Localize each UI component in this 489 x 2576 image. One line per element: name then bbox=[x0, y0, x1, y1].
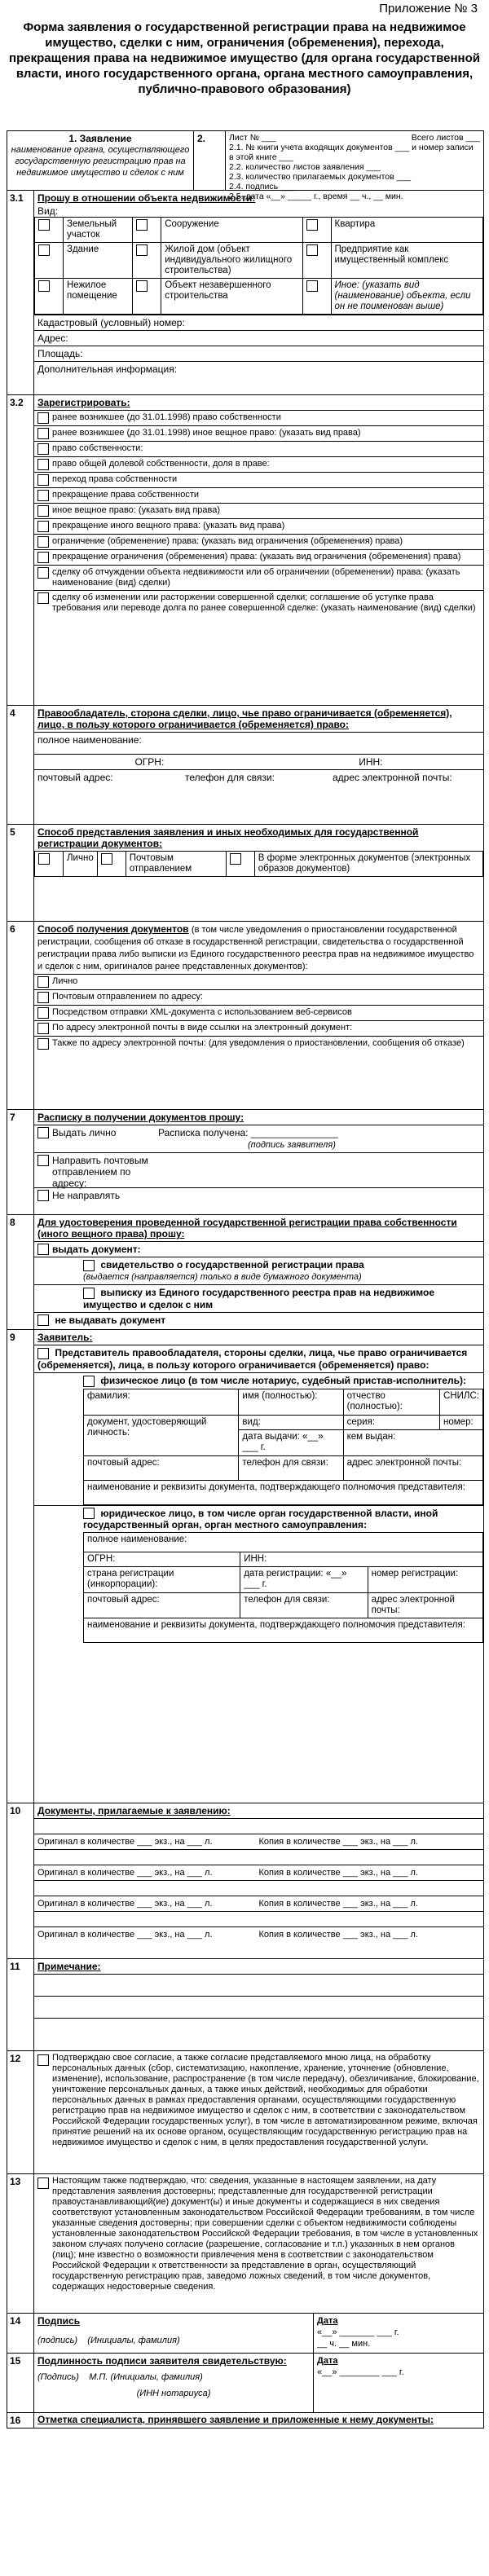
list-item bbox=[34, 472, 483, 487]
address-label: Адрес: bbox=[34, 330, 483, 346]
registration-option: прекращение иного вещного права: (указать вид права) bbox=[52, 521, 285, 531]
registration-option: прекращение права собственности bbox=[52, 490, 200, 500]
checkbox[interactable] bbox=[38, 853, 50, 865]
checkbox[interactable] bbox=[37, 428, 49, 439]
section-number: 5 bbox=[7, 825, 34, 921]
stamp-caption: М.П. (Инициалы, фамилия) bbox=[89, 2372, 203, 2382]
section-9 bbox=[7, 1329, 483, 1803]
phone-label: телефон для связи: bbox=[240, 1593, 368, 1618]
section-10 bbox=[7, 1803, 483, 1958]
consent-text: Подтверждаю свое согласие, а также согласие представляемого мною лица, на обработку персональных данных (сбор, систематизацию, накопление, хранение, уточнение (обновление, изменение), использование, распространение (в том числе передачу), обезличивание, блокирование, уничтожение персональных данных, а также иных действий, необходимых для обработки персональных данных в рамках предоставления органами, осуществляющими государственную регистрацию прав на недвижимое имущество и сделок с ним, в соответствии с законодательством Российской Федерации государственных услуг), в том числе в автоматизированном режиме, включая принятие решений на их основе органом, осуществляющим государственную регистрацию прав на недвижимое имущество и сделок с ним, в целях предоставления государственной услуги. bbox=[52, 2053, 479, 2147]
section-3-1 bbox=[7, 190, 483, 394]
item2-3: 2.3. количество прилагаемых документов ___ bbox=[229, 172, 412, 182]
inn-label: ИНН: bbox=[240, 1552, 483, 1567]
registration-option: право собственности: bbox=[52, 443, 143, 453]
issued-by-label: кем выдан: bbox=[343, 1429, 482, 1455]
cadastral-label: Кадастровый (условный) номер: bbox=[34, 315, 483, 330]
item2-1: 2.1. № книги учета входящих документов ___ и номер записи в этой книге ___ bbox=[229, 143, 474, 162]
section-number: 7 bbox=[7, 1110, 34, 1214]
receipt-method-option: Также по адресу электронной почты: (для уведомления о приостановлении, сообщения об отказе) bbox=[52, 1038, 465, 1048]
receipt-method-option: Посредством отправки XML-документа с использованием веб-сервисов bbox=[52, 1007, 352, 1017]
email-label: адрес электронной почты: bbox=[368, 1593, 482, 1618]
time-field: __ ч. __ мин. bbox=[317, 2339, 371, 2349]
receipt-received: Расписка получена: ________________ bbox=[158, 1127, 338, 1138]
phone-label: телефон для связи: bbox=[239, 1455, 343, 1480]
registration-option: право общей долевой собственности, доля в праве: bbox=[52, 459, 270, 469]
registration-option: ранее возникшее (до 31.01.1998) иное вещное право: (указать вид права) bbox=[52, 428, 361, 438]
registration-number-label: номер регистрации: bbox=[368, 1567, 482, 1593]
section-6 bbox=[7, 921, 483, 1109]
copy-count: Копия в количестве ___ экз., на ___ л. bbox=[258, 1930, 418, 1940]
checkbox[interactable] bbox=[37, 2177, 49, 2189]
kind-option: Иное: (указать вид (наименование) объекта, если он не поименован выше) bbox=[331, 279, 482, 315]
additional-info-label: Дополнительная информация: bbox=[34, 361, 483, 376]
name-label: имя (полностью): bbox=[239, 1389, 343, 1415]
submission-option: Почтовым отправлением bbox=[126, 852, 226, 877]
receipt-option: Направить почтовым отправлением по адресу: bbox=[52, 1155, 148, 1189]
kind-option: Квартира bbox=[331, 218, 482, 243]
document-row[interactable] bbox=[34, 1818, 483, 1834]
document-row[interactable] bbox=[34, 1911, 483, 1926]
patronymic-label: отчество (полностью): bbox=[343, 1389, 439, 1415]
inn-label: ИНН: bbox=[359, 756, 383, 768]
doc-number-label: номер: bbox=[440, 1415, 483, 1429]
section-heading: Для удостоверения проведенной государственной регистрации права собственности (иного вещного права) прошу: bbox=[37, 1217, 457, 1240]
checkbox[interactable] bbox=[83, 1288, 95, 1299]
checkbox[interactable] bbox=[37, 1244, 49, 1255]
copy-count: Копия в количестве ___ экз., на ___ л. bbox=[258, 1899, 418, 1909]
checkbox[interactable] bbox=[37, 1127, 49, 1138]
ogrn-label: ОГРН: bbox=[84, 1552, 240, 1567]
section-number: 12 bbox=[7, 2051, 34, 2173]
ogrn-label: ОГРН: bbox=[134, 756, 165, 768]
list-item bbox=[34, 410, 483, 425]
checkbox[interactable] bbox=[83, 1376, 95, 1387]
section-12 bbox=[7, 2050, 483, 2173]
document-row[interactable] bbox=[34, 1849, 483, 1865]
copies-row bbox=[34, 1896, 483, 1911]
copy-count: Копия в количестве ___ экз., на ___ л. bbox=[258, 1837, 418, 1847]
registration-option: ограничение (обременение) права: (указать вид ограничения (обременения) права) bbox=[52, 536, 403, 546]
section-7 bbox=[7, 1109, 483, 1214]
receipt-method-option: Лично bbox=[52, 976, 78, 986]
signature-caption: (Подпись) bbox=[37, 2372, 79, 2382]
list-item bbox=[34, 441, 483, 456]
checkbox[interactable] bbox=[37, 1023, 49, 1034]
date-heading: Дата bbox=[317, 2356, 338, 2366]
checkbox[interactable] bbox=[37, 459, 49, 470]
issue-document-label: выдать документ: bbox=[52, 1244, 141, 1255]
doc-kind-label: вид: bbox=[239, 1415, 343, 1429]
section-heading: Расписку в получении документов прошу: bbox=[37, 1112, 244, 1123]
date-field: «__» _______ ___ г. bbox=[317, 2327, 399, 2337]
item2-5: 2.5. дата «__» _____ г., время __ ч., __ мин. bbox=[229, 192, 403, 201]
submission-option: В форме электронных документов (электронных образов документов) bbox=[254, 852, 482, 877]
checkbox[interactable] bbox=[37, 552, 49, 563]
checkbox[interactable] bbox=[83, 1260, 95, 1271]
checkbox[interactable] bbox=[37, 592, 49, 604]
section-heading: Примечание: bbox=[37, 1961, 101, 1972]
checkbox[interactable] bbox=[37, 521, 49, 532]
section-11 bbox=[7, 1958, 483, 2050]
country-label: страна регистрации (инкорпорации): bbox=[84, 1567, 240, 1593]
authority-document-label: наименование и реквизиты документа, подтверждающего полномочия представителя: bbox=[84, 1618, 483, 1643]
full-name-label: полное наименование: bbox=[34, 732, 483, 754]
checkbox[interactable] bbox=[37, 1348, 49, 1359]
section-heading: Правообладатель, сторона сделки, лицо, чье право ограничивается (обременяется), лицо, в пользу которого ограничивается (обременяется) право: bbox=[37, 707, 452, 730]
receipt-option: Выдать лично bbox=[52, 1127, 117, 1138]
receipt-method-option: По адресу электронной почты в виде ссылки на электронный документ: bbox=[52, 1023, 353, 1033]
date-heading: Дата bbox=[317, 2316, 338, 2326]
list-item bbox=[34, 565, 483, 590]
checkbox[interactable] bbox=[38, 280, 50, 292]
section-heading: Способ получения документов bbox=[37, 923, 189, 935]
list-item bbox=[34, 518, 483, 534]
section-15 bbox=[7, 2353, 483, 2412]
section-number: 3.2 bbox=[7, 395, 34, 705]
section-8 bbox=[7, 1214, 483, 1329]
signature-caption: (подпись) bbox=[37, 2336, 78, 2345]
checkbox[interactable] bbox=[37, 443, 49, 455]
registration-option: ранее возникшее (до 31.01.1998) право собственности bbox=[52, 412, 281, 422]
kind-label: Вид: bbox=[37, 205, 59, 217]
item2-label: 2. bbox=[194, 131, 226, 190]
registration-option: сделку об отчуждении объекта недвижимости или об ограничении (обременении) права: (указать наименование (вид) сделки) bbox=[52, 567, 460, 588]
section-number: 10 bbox=[7, 1803, 34, 1958]
checkbox[interactable] bbox=[38, 244, 50, 256]
checkbox[interactable] bbox=[37, 976, 49, 988]
section-4 bbox=[7, 705, 483, 824]
section-3-2 bbox=[7, 394, 483, 705]
sheet-number: Лист № ___ bbox=[229, 133, 276, 143]
section-number: 8 bbox=[7, 1215, 34, 1329]
kind-option: Жилой дом (объект индивидуального жилищного строительства) bbox=[161, 243, 302, 279]
doc-series-label: серия: bbox=[343, 1415, 439, 1429]
list-item bbox=[34, 974, 483, 989]
physical-person-table bbox=[83, 1389, 483, 1505]
kind-option: Предприятие как имущественный комплекс bbox=[331, 243, 482, 279]
list-item bbox=[34, 1036, 483, 1051]
postal-address-label: почтовый адрес: bbox=[37, 772, 113, 783]
checkbox[interactable] bbox=[136, 280, 148, 292]
checkbox[interactable] bbox=[306, 280, 318, 292]
document-row[interactable] bbox=[34, 1880, 483, 1896]
item2-4: 2.4. подпись ___ bbox=[229, 182, 295, 192]
checkbox[interactable] bbox=[306, 219, 318, 231]
section-heading: Отметка специалиста, принявшего заявление и приложенные к нему документы: bbox=[37, 2414, 434, 2425]
checkbox[interactable] bbox=[37, 2054, 49, 2066]
email-label: адрес электронной почты: bbox=[333, 772, 452, 783]
list-item bbox=[34, 590, 483, 615]
section-number: 11 bbox=[7, 1959, 34, 2050]
extract-option: выписку из Единого государственного реестра прав на недвижимое имущество и сделок с ним bbox=[83, 1286, 435, 1310]
checkbox[interactable] bbox=[136, 244, 148, 256]
section-14 bbox=[7, 2313, 483, 2353]
notary-inn-caption: (ИНН нотариуса) bbox=[136, 2389, 211, 2398]
app-label: 1. Заявление bbox=[68, 133, 132, 144]
legal-entity-label: юридическое лицо, в том числе орган государственной власти, иной государственный орган, орган местного самоуправления: bbox=[83, 1507, 438, 1531]
submission-method-table bbox=[34, 851, 483, 877]
postal-address-label: почтовый адрес: bbox=[84, 1455, 239, 1480]
section-number: 3.1 bbox=[7, 191, 34, 394]
checkbox[interactable] bbox=[37, 567, 49, 579]
checkbox[interactable] bbox=[37, 1190, 49, 1201]
list-item bbox=[34, 534, 483, 549]
kind-option: Объект незавершенного строительства bbox=[161, 279, 302, 315]
section-heading: Документы, прилагаемые к заявлению: bbox=[37, 1805, 231, 1816]
full-name-label: полное наименование: bbox=[84, 1533, 483, 1552]
kind-option: Нежилое помещение bbox=[64, 279, 133, 315]
section-text: (в том числе уведомления о приостановлении государственной регистрации, сообщения об отказе в государственной регистрации, свидетельства о государственной регистрации права либо выписки из Единого государственного реестра прав на недвижимое имущество и сделок с ним, оригиналов ранее представленных документов): bbox=[37, 925, 474, 971]
section-number: 15 bbox=[7, 2354, 34, 2412]
checkbox[interactable] bbox=[37, 412, 49, 424]
snils-label: СНИЛС: bbox=[440, 1389, 483, 1415]
checkbox[interactable] bbox=[38, 219, 50, 231]
form-title: Форма заявления о государственной регистрации права на недвижимое имущество, сделки с ним, ограничения (обременения), перехода, прекращения права на недвижимое имущество (для органа государственной власти, иного государственного органа, органа местного самоуправления, публично-правового образования) bbox=[9, 20, 480, 96]
registration-option: прекращение ограничения (обременения) права: (указать вид ограничения (обременения) права) bbox=[52, 552, 461, 561]
section-number: 4 bbox=[7, 706, 34, 824]
checkbox[interactable] bbox=[37, 536, 49, 548]
authority-document-label: наименование и реквизиты документа, подтверждающего полномочия представителя: bbox=[84, 1480, 483, 1504]
copies-row bbox=[34, 1865, 483, 1880]
list-item bbox=[34, 989, 483, 1005]
checkbox[interactable] bbox=[37, 992, 49, 1003]
checkbox[interactable] bbox=[37, 1038, 49, 1050]
surname-label: фамилия: bbox=[84, 1389, 239, 1415]
area-label: Площадь: bbox=[34, 346, 483, 361]
registration-date-label: дата регистрации: «__» ___ г. bbox=[240, 1567, 368, 1593]
list-item bbox=[34, 487, 483, 503]
applicant-signature-caption: (подпись заявителя) bbox=[248, 1140, 336, 1150]
certificate-option: свидетельство о государственной регистрации права bbox=[100, 1259, 364, 1270]
section-number: 9 bbox=[7, 1330, 34, 1803]
original-count: Оригинал в количестве ___ экз., на ___ л. bbox=[37, 1868, 213, 1878]
receipt-method-option: Почтовым отправлением по адресу: bbox=[52, 992, 204, 1002]
date-field: «__» ________ ___ г. bbox=[317, 2367, 404, 2377]
registration-option: иное вещное право: (указать вид права) bbox=[52, 505, 221, 515]
section-heading: Зарегистрировать: bbox=[37, 397, 130, 408]
certification-heading: Подлинность подписи заявителя свидетельствую: bbox=[37, 2355, 287, 2367]
app-sub: наименование органа, осуществляющего государственную регистрацию прав на недвижимое имущество и сделок с ним bbox=[11, 145, 190, 178]
checkbox[interactable] bbox=[37, 474, 49, 486]
no-document-option: не выдавать документ bbox=[55, 1314, 166, 1326]
section-number: 14 bbox=[7, 2314, 34, 2353]
signature-heading: Подпись bbox=[37, 2315, 81, 2327]
initials-caption: (Инициалы, фамилия) bbox=[87, 2336, 180, 2345]
section-heading: Прошу в отношении объекта недвижимости: bbox=[37, 192, 256, 204]
list-item bbox=[34, 456, 483, 472]
object-kind-table bbox=[34, 217, 483, 315]
receipt-option: Не направлять bbox=[52, 1190, 121, 1201]
checkbox[interactable] bbox=[37, 1314, 49, 1326]
issue-date-label: дата выдачи: «__» ___ г. bbox=[239, 1429, 343, 1455]
certificate-note: (выдается (направляется) только в виде бумажного документа) bbox=[83, 1271, 362, 1282]
list-item bbox=[34, 1005, 483, 1020]
registration-option: сделку об изменении или расторжении совершенной сделки; соглашение об уступке права требования или переводе долга по ранее совершенной сделке: (указать наименование (вид) сделки) bbox=[52, 592, 476, 613]
section-number: 13 bbox=[7, 2174, 34, 2313]
checkbox[interactable] bbox=[37, 505, 49, 517]
section-heading: Способ представления заявления и иных необходимых для государственной регистрации документов: bbox=[37, 826, 419, 849]
appendix-label: Приложение № 3 bbox=[379, 2, 478, 15]
phone-label: телефон для связи: bbox=[185, 772, 275, 783]
checkbox[interactable] bbox=[37, 1155, 49, 1166]
copies-row bbox=[34, 1834, 483, 1849]
legal-entity-table bbox=[83, 1532, 483, 1643]
kind-option: Земельный участок bbox=[64, 218, 133, 243]
submission-option: Лично bbox=[64, 852, 98, 877]
section-16 bbox=[7, 2412, 483, 2428]
confirmation-text: Настоящим также подтверждаю, что: сведения, указанные в настоящем заявлении, на дату представления заявления достоверны; представленные для государственной регистрации правоустанавливающий(ие) документ(ы) и иные документы и содержащиеся в них сведения соответствуют установленным законодательством Российской Федерации требованиям, в том числе указанные сведения достоверны; при совершении сделки с объектом недвижимости соблюдены установленные законодательством Российской Федерации требования, в том числе в установленных законом случаях получено согласие (разрешение, согласование и т.п.) указанных в нем органов (лиц); мне известно о возможности привлечения меня в соответствии с законодательством Российской Федерации к ответственности за представление в орган, осуществляющий государственную регистрацию прав, заведомо ложных сведений, в том числе документов, содержащих недостоверные сведения. bbox=[52, 2176, 478, 2292]
section-number: 16 bbox=[7, 2413, 34, 2428]
list-item bbox=[34, 549, 483, 565]
id-document-label: документ, удостоверяющий личность: bbox=[84, 1415, 239, 1455]
original-count: Оригинал в количестве ___ экз., на ___ л. bbox=[37, 1930, 213, 1940]
section-13 bbox=[7, 2173, 483, 2313]
list-item bbox=[34, 1020, 483, 1036]
section-number: 6 bbox=[7, 922, 34, 1109]
checkbox[interactable] bbox=[101, 853, 112, 865]
checkbox[interactable] bbox=[37, 1007, 49, 1019]
section-heading: Заявитель: bbox=[37, 1332, 93, 1343]
checkbox[interactable] bbox=[37, 490, 49, 501]
original-count: Оригинал в количестве ___ экз., на ___ л. bbox=[37, 1899, 213, 1909]
total-sheets: Всего листов ___ bbox=[411, 133, 480, 143]
checkbox[interactable] bbox=[136, 219, 148, 231]
checkbox[interactable] bbox=[83, 1508, 95, 1519]
original-count: Оригинал в количестве ___ экз., на ___ л. bbox=[37, 1837, 213, 1847]
list-item bbox=[34, 503, 483, 518]
application-form bbox=[7, 130, 484, 2428]
copies-row bbox=[34, 1926, 483, 1942]
checkbox[interactable] bbox=[230, 853, 241, 865]
kind-option: Сооружение bbox=[161, 218, 302, 243]
email-label: адрес электронной почты: bbox=[343, 1455, 482, 1480]
postal-address-label: почтовый адрес: bbox=[84, 1593, 240, 1618]
physical-person-label: физическое лицо (в том числе нотариус, судебный пристав-исполнитель): bbox=[100, 1374, 466, 1386]
representative-label: Представитель правообладателя, стороны сделки, лица, чье право ограничивается (обременяется), лица, в пользу которого ограничивается (обременяется) право: bbox=[37, 1347, 468, 1371]
kind-option: Здание bbox=[64, 243, 133, 279]
registration-option: переход права собственности bbox=[52, 474, 178, 484]
list-item bbox=[34, 425, 483, 441]
checkbox[interactable] bbox=[306, 244, 318, 256]
item2-2: 2.2. количество листов заявления ___ bbox=[229, 162, 381, 172]
section-5 bbox=[7, 824, 483, 921]
copy-count: Копия в количестве ___ экз., на ___ л. bbox=[258, 1868, 418, 1878]
